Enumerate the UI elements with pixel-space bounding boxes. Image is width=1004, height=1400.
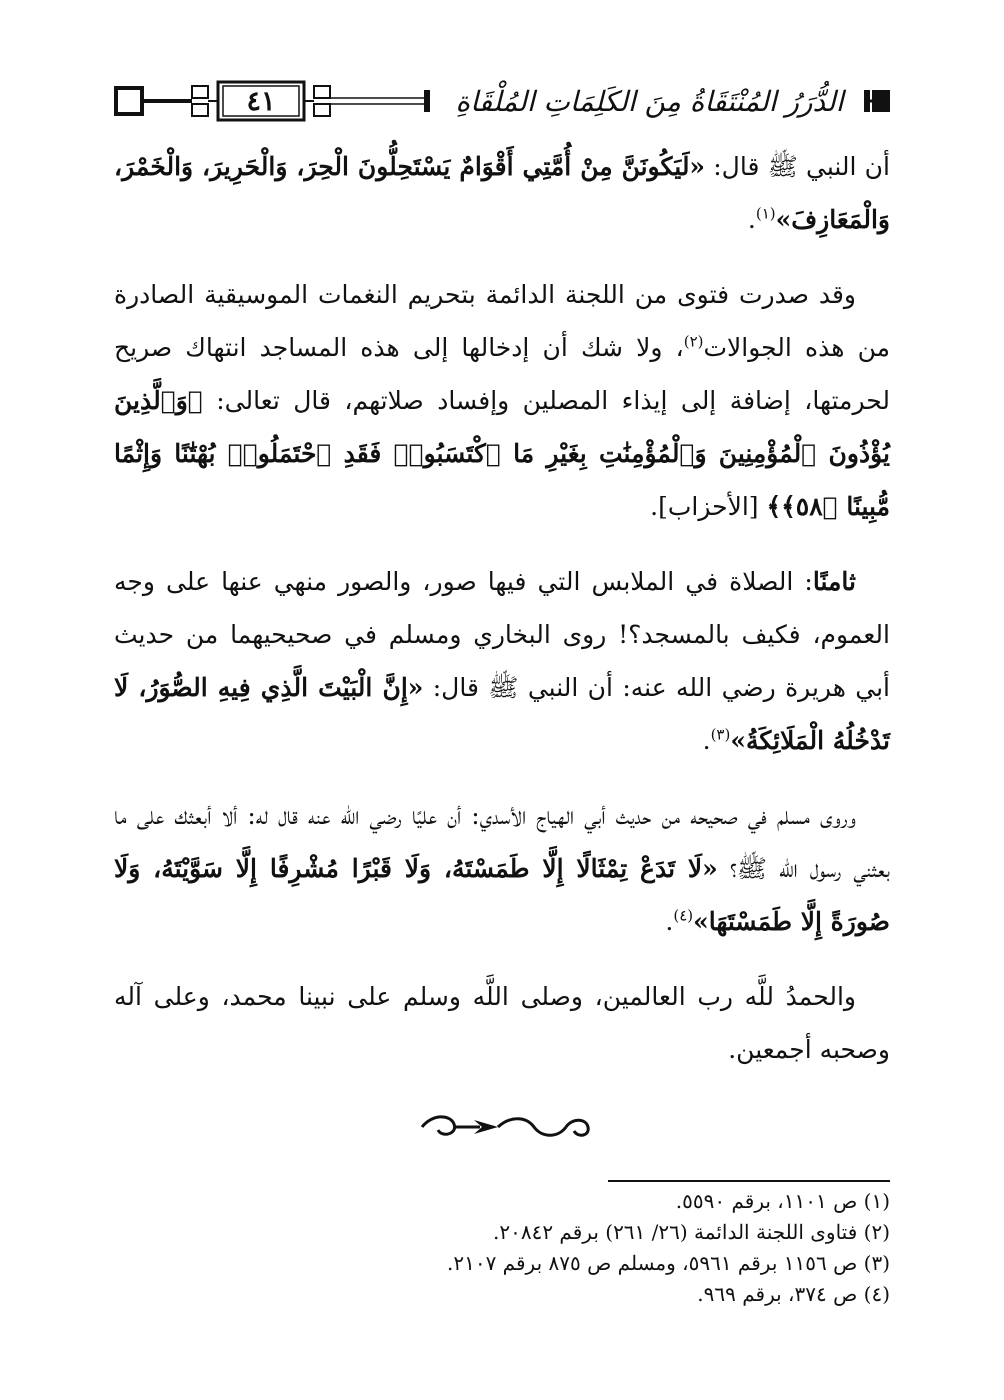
paragraph-1	[114, 140, 890, 246]
footnote-ref[interactable]: (١)	[755, 204, 776, 223]
page-body	[114, 140, 890, 1098]
paragraph-text: وروى مسلم في صحيحه من حديث أبي الهياج الأسدي: أن عليًا رضي الله عنه قال له: ألا أبعثك على ما بعثني رسول الله ﷺ؟	[114, 801, 890, 883]
paragraph-2	[114, 268, 890, 533]
quran-verse: ﴿وَٱلَّذِينَ يُؤْذُونَ ٱلْمُؤْمِنِينَ وَٱلْمُؤْمِنَٰتِ بِغَيْرِ مَا ٱكْتَسَبُوا۟ فَقَدِ ٱحْتَمَلُوا۟ بُهْتَٰنًا وَإِثْمًا مُّبِينًا ﴿٥٨﴾﴾	[114, 386, 890, 521]
footnotes	[114, 1186, 890, 1310]
section-end-ornament	[402, 1110, 602, 1144]
hadith-quote: «لَا تَدَعْ تِمْثَالًا إِلَّا طَمَسْتَهُ، وَلَا قَبْرًا مُشْرِفًا إِلَّا سَوَّيْتَهُ، وَلَا صُورَةً إِلَّا طَمَسْتَهَا»	[114, 854, 890, 936]
footnote-ref[interactable]: (٢)	[683, 332, 704, 351]
paragraph-text: .	[747, 205, 756, 234]
surah-name: [الأحزاب].	[650, 492, 767, 521]
paragraph-text: والحمدُ للَّه رب العالمين، وصلى اللَّه وسلم على نبينا محمد، وعلى آله وصحبه أجمعين.	[114, 982, 890, 1064]
section-label: ثامنًا	[812, 567, 856, 596]
footnote-item: (٣) ص ١١٥٦ برقم ٥٩٦١، ومسلم ص ٨٧٥ برقم ٢١٠٧.	[447, 1251, 890, 1275]
footnote-item: (١) ص ١١٠١، برقم ٥٥٩٠.	[675, 1189, 890, 1213]
paragraph-text: أن النبي ﷺ قال:	[705, 152, 890, 181]
page-number: ٤١	[246, 85, 276, 117]
footnote-ref[interactable]: (٣)	[710, 725, 731, 744]
page-header	[112, 80, 892, 124]
paragraph-5	[114, 970, 890, 1076]
paragraph-text: : الصلاة في الملابس التي فيها صور، والصور منهي عنها على وجه العموم، فكيف بالمسجد؟! روى البخاري ومسلم في صحيحيهما من حديث أبي هريرة رضي الله عنه: أن النبي ﷺ قال:	[114, 567, 890, 702]
footnote-item: (٤) ص ٣٧٤، برقم ٩٦٩.	[697, 1282, 890, 1306]
paragraph-4	[114, 789, 890, 948]
paragraph-3	[114, 555, 890, 767]
running-book-title: الدُّرَرُ المُنْتَقَاةُ مِنَ الكَلِمَاتِ المُلْقَاةِ	[455, 84, 844, 118]
footnote-ref[interactable]: (٤)	[673, 906, 694, 925]
footnote-item: (٢) فتاوى اللجنة الدائمة (٢٦/ ٢٦١) برقم ٢٠٨٤٢.	[492, 1220, 890, 1244]
footnote-divider	[608, 1180, 890, 1182]
paragraph-text: .	[665, 907, 674, 936]
paragraph-text: ، ولا شك أن إدخالها إلى هذه المساجد انتهاك صريح لحرمتها، إضافة إلى إيذاء المصلين وإفساد صلاتهم، قال تعالى:	[114, 333, 890, 415]
paragraph-text: .	[702, 726, 711, 755]
hadith-quote: «إِنَّ الْبَيْتَ الَّذِي فِيهِ الصُّوَرُ، لَا تَدْخُلُهُ الْمَلَائِكَةُ»	[114, 673, 890, 755]
paragraph-text: وقد صدرت فتوى من اللجنة الدائمة بتحريم النغمات الموسيقية الصادرة من هذه الجوالات	[114, 280, 891, 362]
hadith-quote: «لَيَكُونَنَّ مِنْ أُمَّتِي أَقْوَامٌ يَسْتَحِلُّونَ الْحِرَ، وَالْحَرِيرَ، وَالْخَمْرَ، وَالْمَعَازِفَ»	[114, 152, 890, 234]
